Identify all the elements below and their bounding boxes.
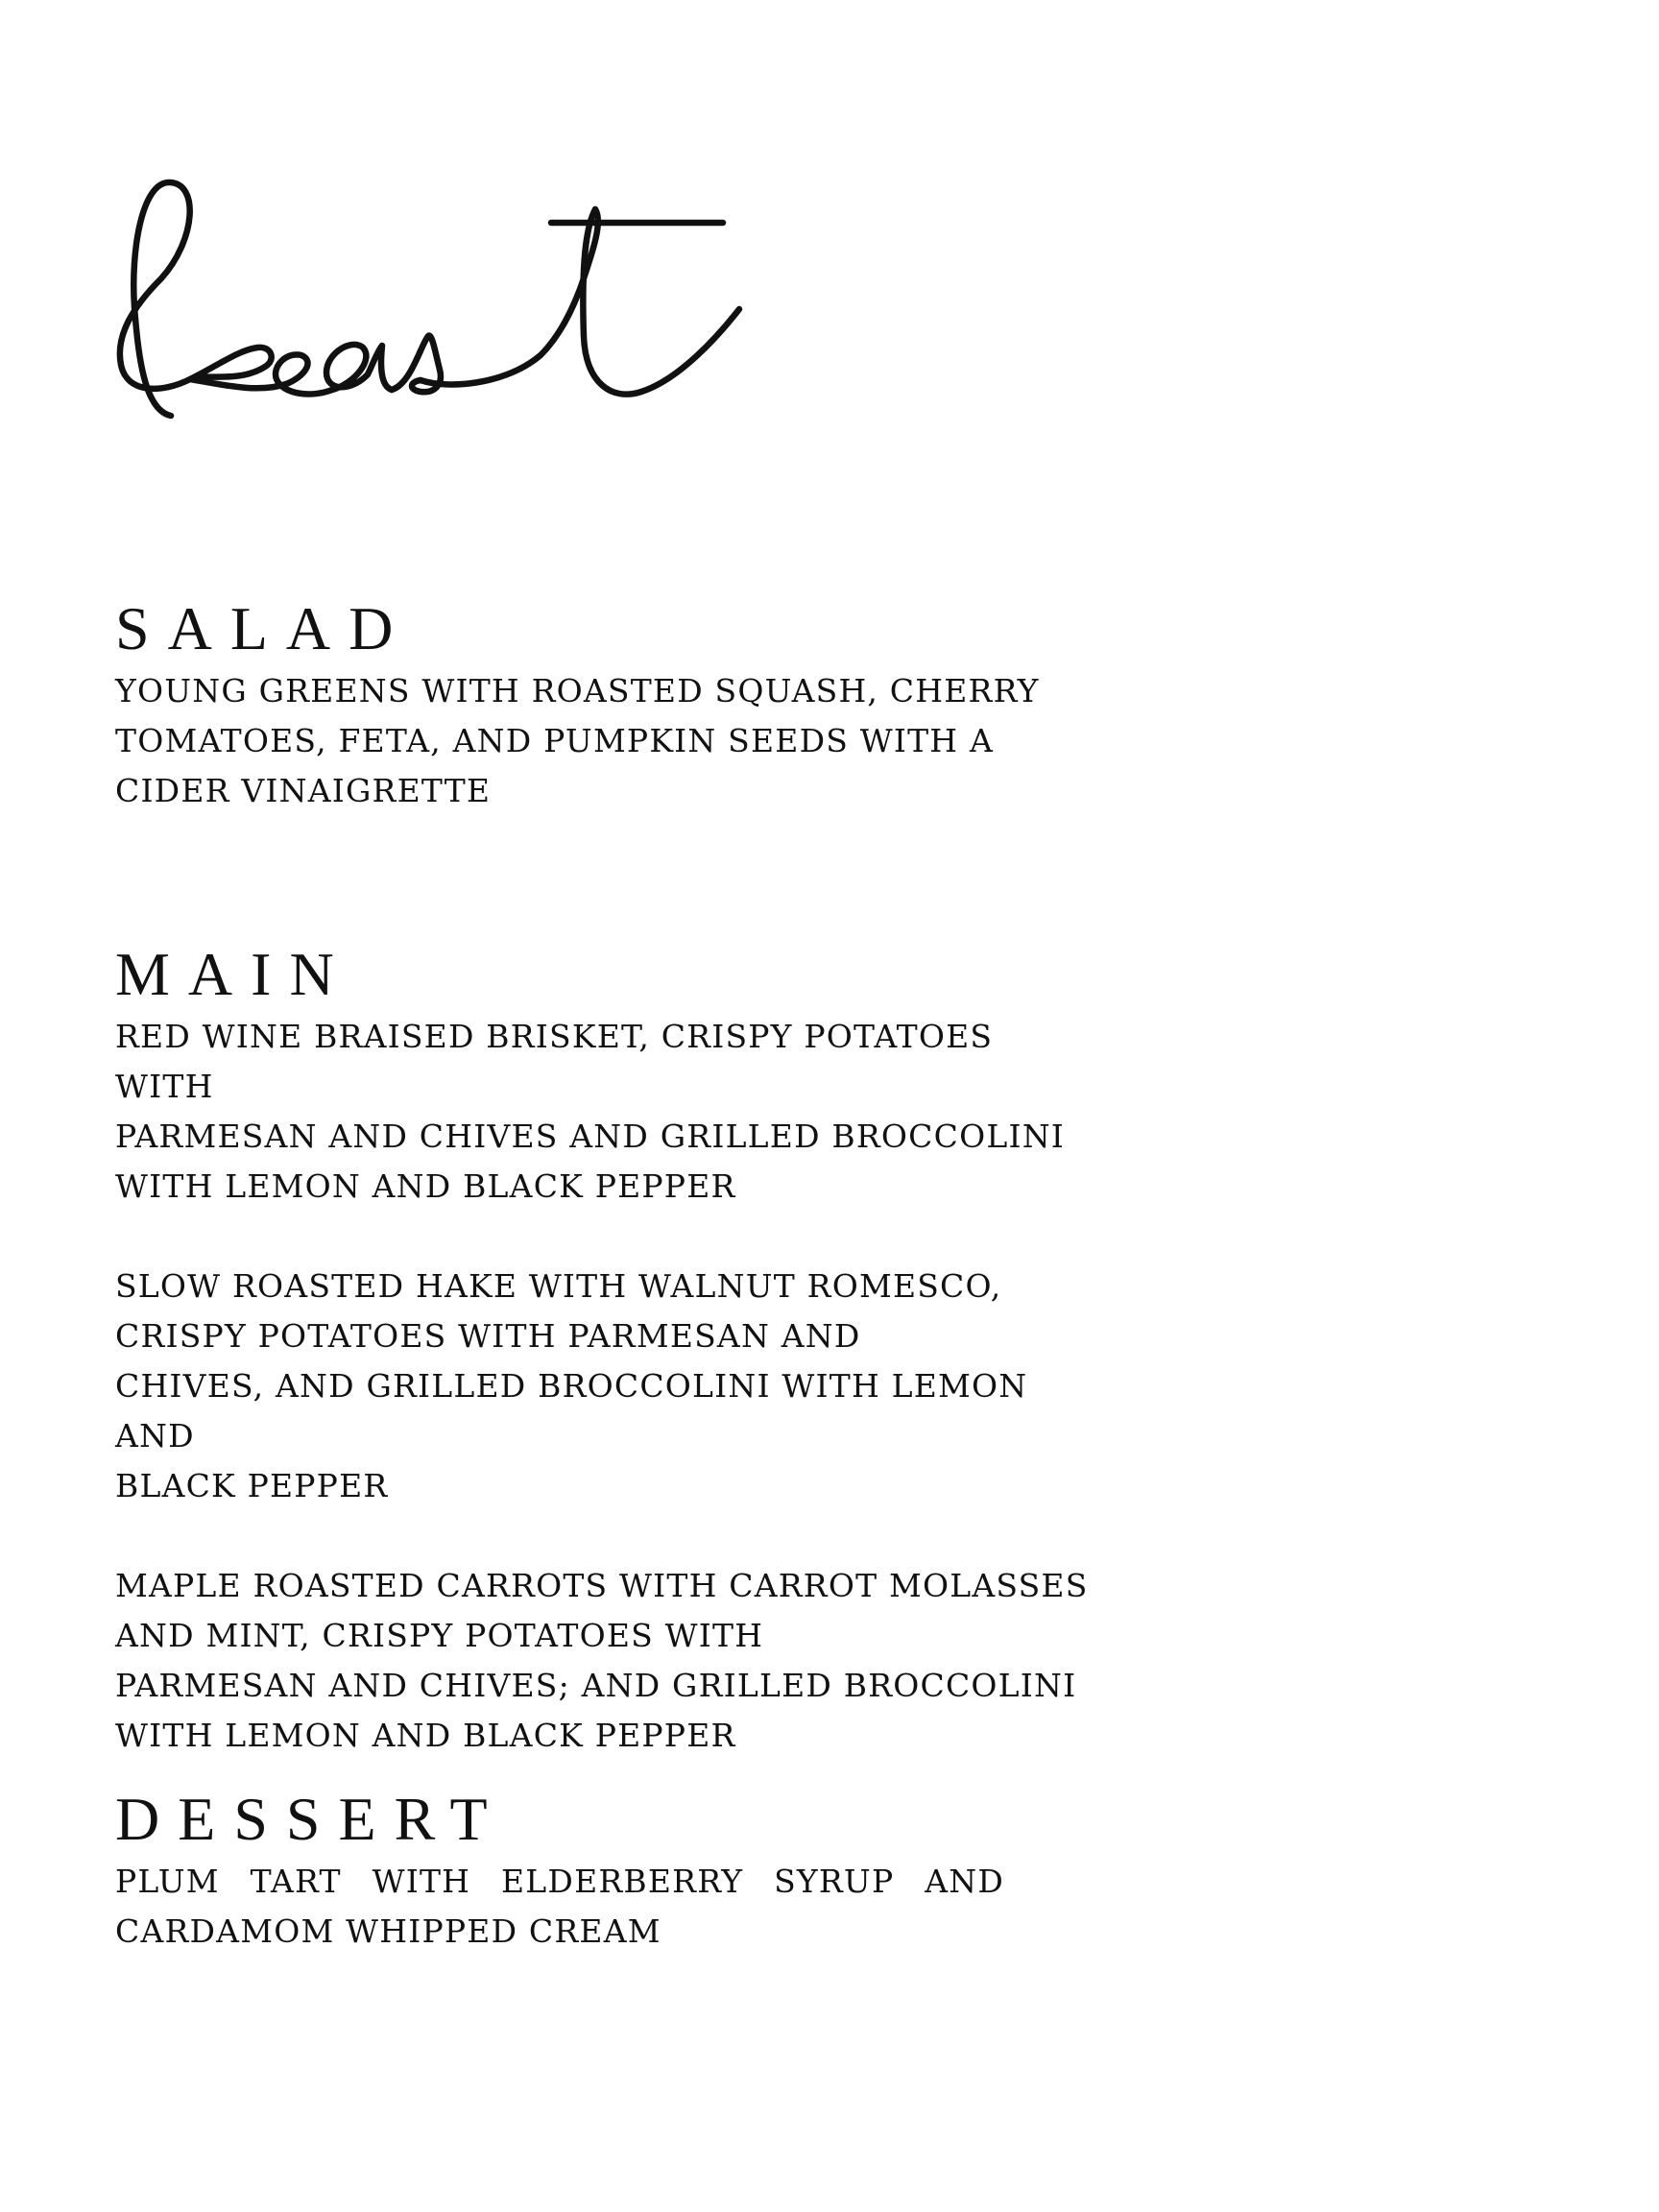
menu-item: PLUM TART WITH ELDERBERRY SYRUP AND CARDAMOM WHIPPED CREAM [115,1863,1004,1950]
menu-item: MAPLE ROASTED CARROTS WITH CARROT MOLASSES AND MINT, CRISPY POTATOES WITH PARMESAN AND CHIVES; AND GRILLED BROCCOLINI WITH LEMON AND BLACK PEPPER [115,1567,1089,1754]
section-heading-dessert: DESSERT [115,1785,506,1853]
menu-item: YOUNG GREENS WITH ROASTED SQUASH, CHERRY TOMATOES, FETA, AND PUMPKIN SEEDS WITH A CIDER VINAIGRETTE [115,672,1040,809]
section-main [115,941,1094,1761]
menu-item: RED WINE BRAISED BRISKET, CRISPY POTATOES WITH PARMESAN AND CHIVES AND GRILLED BROCCOLINI WITH LEMON AND BLACK PEPPER [115,1018,1065,1205]
section-heading-main: MAIN [115,940,352,1008]
feast-script-logo [104,163,814,451]
feast-script-logo-drawing [104,163,814,451]
menu-item: SLOW ROASTED HAKE WITH WALNUT ROMESCO, CRISPY POTATOES WITH PARMESAN AND CHIVES, AND GRILLED BROCCOLINI WITH LEMON AND BLACK PEPPER [115,1267,1028,1504]
section-heading-salad: SALAD [115,594,412,662]
section-dessert [115,1786,1094,1957]
section-salad [115,595,1094,816]
